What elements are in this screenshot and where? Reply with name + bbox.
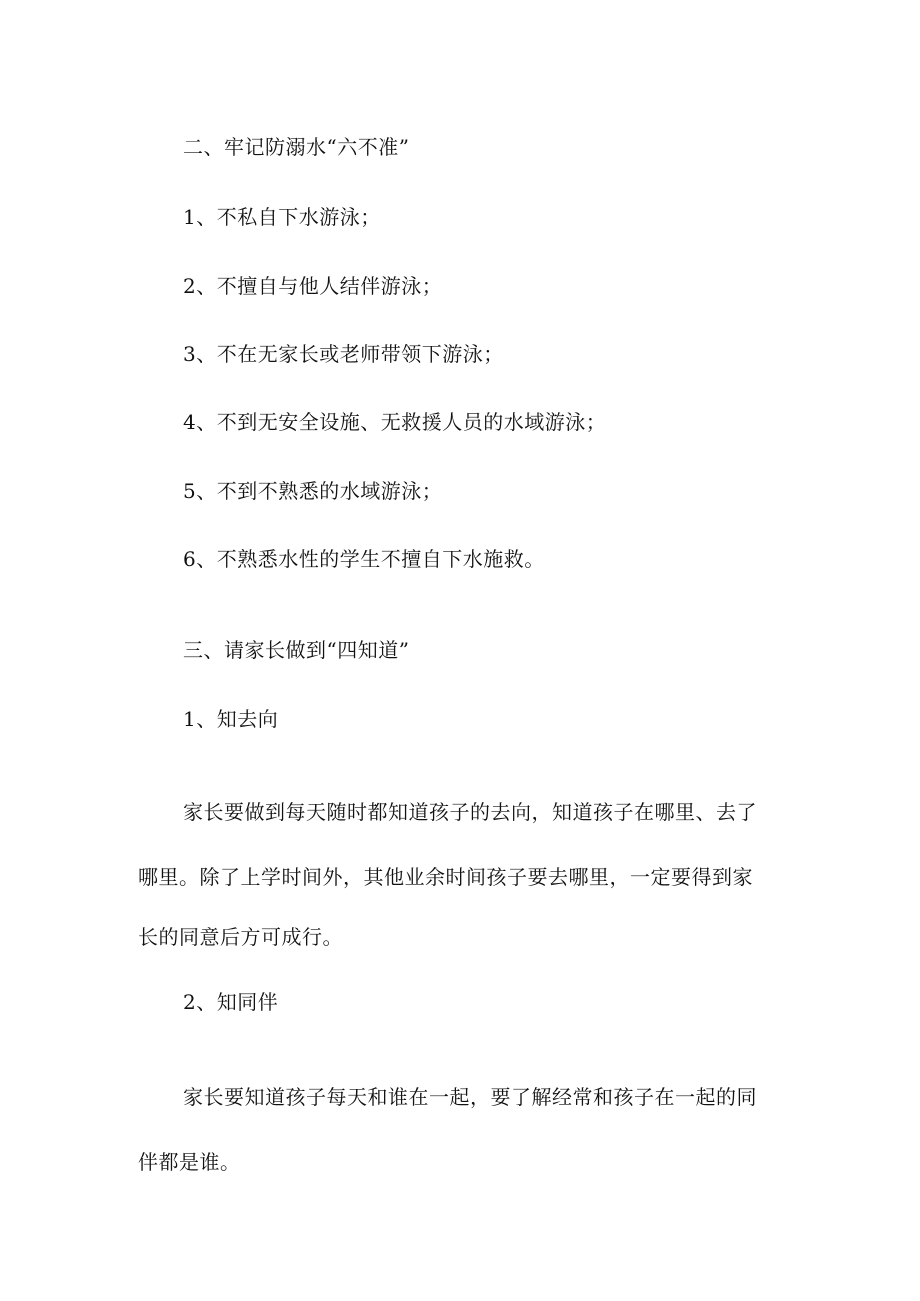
paragraph-line: 家长要知道孩子每天和谁在一起，要了解经常和孩子在一起的同 [183, 1085, 757, 1109]
rule-item: 5、不到不熟悉的水域游泳； [183, 479, 443, 503]
subsection-title: 2、知同伴 [183, 990, 279, 1014]
paragraph-line: 伴都是谁。 [138, 1150, 241, 1174]
rule-item: 4、不到无安全设施、无救援人员的水域游泳； [183, 410, 607, 434]
paragraph-line: 哪里。除了上学时间外，其他业余时间孩子要去哪里，一定要得到家 [138, 865, 753, 889]
rule-item: 1、不私自下水游泳； [183, 205, 381, 229]
section-heading-four-knows: 三、请家长做到“四知道” [183, 638, 410, 662]
rule-item: 6、不熟悉水性的学生不擅自下水施救。 [183, 547, 545, 571]
rule-item: 3、不在无家长或老师带领下游泳； [183, 342, 504, 366]
section-heading-six-rules: 二、牢记防溺水“六不准” [183, 135, 410, 159]
paragraph-line: 长的同意后方可成行。 [138, 925, 343, 949]
subsection-title: 1、知去向 [183, 707, 279, 731]
rule-item: 2、不擅自与他人结伴游泳； [183, 274, 443, 298]
paragraph-line: 家长要做到每天随时都知道孩子的去向，知道孩子在哪里、去了 [183, 800, 757, 824]
